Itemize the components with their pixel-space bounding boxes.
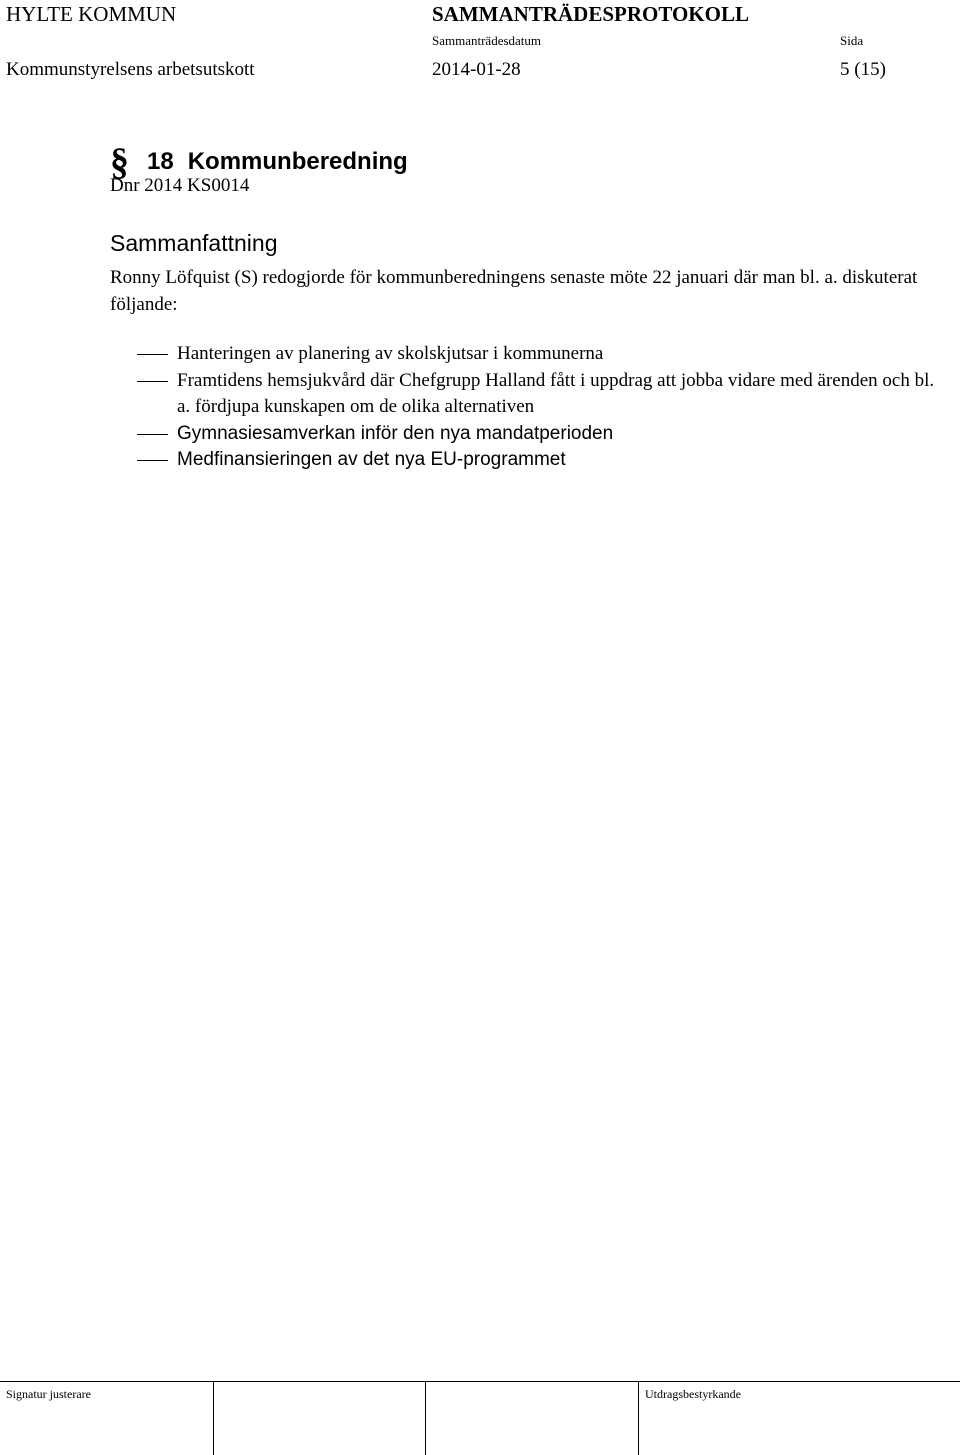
signature-cell-divider	[425, 1382, 426, 1455]
document-type: SAMMANTRÄDESPROTOKOLL	[432, 2, 749, 26]
paragraph-symbol: §	[110, 141, 129, 183]
discussion-list	[110, 341, 940, 474]
list-item	[110, 447, 940, 474]
summary-heading: Sammanfattning	[110, 230, 278, 256]
excerpt-label: Utdragsbestyrkande	[645, 1387, 741, 1401]
list-item-text: Medfinansieringen av det nya EU-programmet	[177, 449, 566, 470]
meeting-date-label: Sammanträdesdatum	[432, 33, 542, 48]
signature-cell-divider	[213, 1382, 214, 1455]
dash-bullet	[137, 354, 168, 355]
list-item	[110, 368, 940, 421]
page-number: 5 (15)	[840, 59, 886, 80]
section-number: 18	[147, 148, 174, 175]
list-item-text: Framtidens hemsjukvård där Chefgrupp Halland fått i uppdrag att jobba vidare med ärenden och bl. a. fördjupa kunskapen om de olika alternativen	[177, 369, 935, 417]
dash-bullet	[137, 460, 168, 461]
organization-name: HYLTE KOMMUN	[6, 2, 177, 26]
list-item-text: Hanteringen av planering av skolskjutsar i kommunerna	[177, 343, 604, 364]
list-item	[110, 341, 940, 368]
excerpt-cell	[638, 1382, 741, 1455]
diary-number: Dnr 2014 KS0014	[110, 175, 250, 196]
meeting-date: 2014-01-28	[432, 59, 521, 80]
summary-text: Ronny Löfquist (S) redogjorde för kommunberedningens senaste möte 22 januari där man bl. a. diskuterat följande:	[110, 267, 918, 315]
list-item-text: Gymnasiesamverkan inför den nya mandatperioden	[177, 422, 614, 444]
dash-bullet	[137, 434, 168, 435]
page-label: Sida	[840, 33, 864, 48]
list-item	[110, 421, 940, 448]
signature-footer	[0, 1381, 960, 1455]
dash-bullet	[137, 381, 168, 382]
section-title: Kommunberedning	[187, 148, 408, 175]
signature-label: Signatur justerare	[6, 1387, 91, 1401]
committee-name: Kommunstyrelsens arbetsutskott	[6, 59, 255, 80]
